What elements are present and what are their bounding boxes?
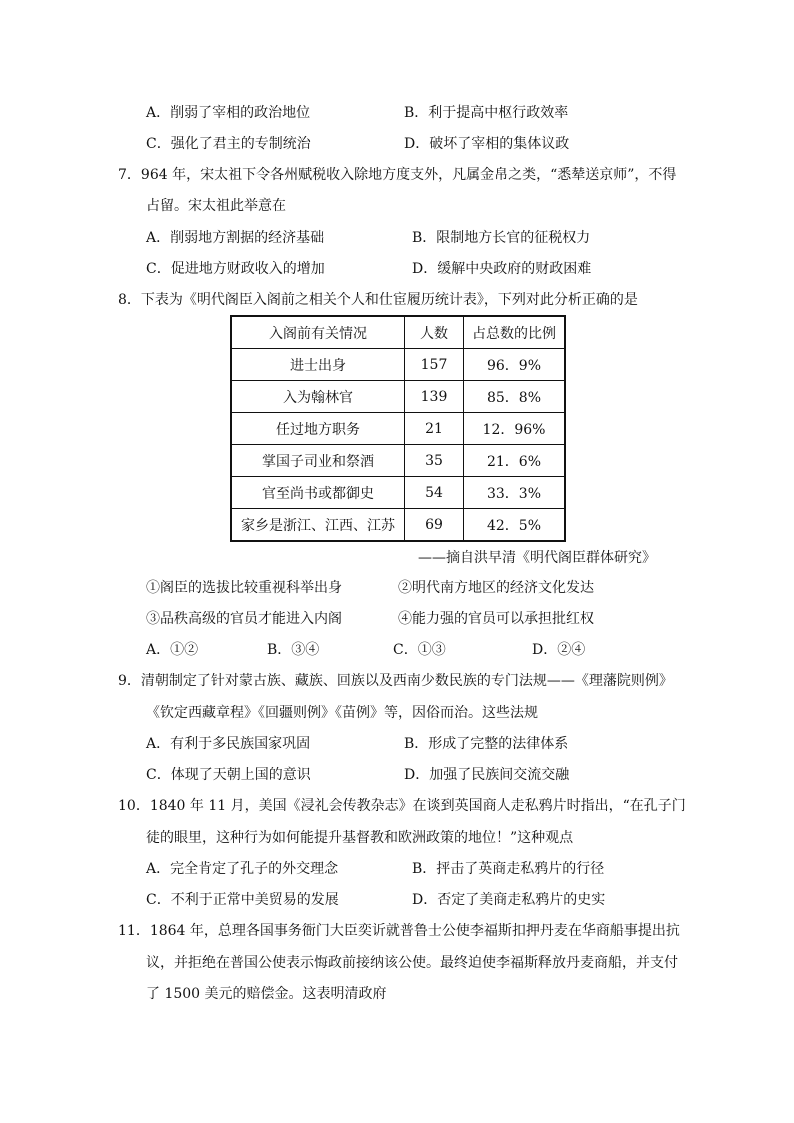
q6-option-b: B．利于提高中枢行政效率 [404, 105, 569, 121]
q7-stem-line2: 占留。宋太祖此举意在 [146, 198, 286, 214]
q10-option-b: B．抨击了英商走私鸦片的行径 [412, 861, 605, 877]
table-row [231, 509, 565, 542]
q9-option-a: A．有利于多民族国家巩固 [146, 736, 311, 752]
q9-option-d: D．加强了民族间交流交融 [404, 767, 570, 783]
q11-stem-line2: 议，并拒绝在普国公使表示悔政前接纳该公使。最终迫使李福斯释放丹麦商船，并支付 [146, 955, 678, 971]
table-row [231, 477, 565, 509]
q8-option-d: D．②④ [532, 642, 586, 658]
table-cell: 42．5% [464, 509, 566, 542]
q7-option-d: D．缓解中央政府的财政困难 [412, 261, 592, 277]
table-cell: 96．9% [464, 349, 566, 381]
table-cell: 69 [405, 509, 464, 542]
table-cell: 21．6% [464, 445, 566, 477]
q8-statement-4: ④能力强的官员可以承担批红权 [398, 611, 594, 627]
q9-stem-line1: 9．清朝制定了针对蒙古族、藏族、回族以及西南少数民族的专门法规——《理藩院则例》 [118, 673, 673, 689]
q10-stem-line2: 徒的眼里，这种行为如何能提升基督教和欧洲政策的地位！”这种观点 [146, 830, 574, 846]
table-header-cell: 人数 [405, 316, 464, 349]
table-cell: 掌国子司业和祭酒 [231, 445, 405, 477]
table-cell: 任过地方职务 [231, 413, 405, 445]
table-cell: 33．3% [464, 477, 566, 509]
q8-option-c: C．①③ [393, 642, 446, 658]
q8-stem: 8．下表为《明代阁臣入阁前之相关个人和仕宦履历统计表》，下列对此分析正确的是 [118, 292, 638, 308]
table-row [231, 413, 565, 445]
table-cell: 官至尚书或都御史 [231, 477, 405, 509]
table-cell: 家乡是浙江、江西、江苏 [231, 509, 405, 542]
q7-option-b: B．限制地方长官的征税权力 [412, 230, 591, 246]
q10-option-a: A．完全肯定了孔子的外交理念 [146, 861, 339, 877]
q9-option-c: C．体现了天朝上国的意识 [146, 767, 311, 783]
q8-option-b: B．③④ [267, 642, 320, 658]
q8-option-a: A．①② [146, 642, 199, 658]
q9-option-b: B．形成了完整的法律体系 [404, 736, 569, 752]
table-cell: 12．96% [464, 413, 566, 445]
table-cell: 54 [405, 477, 464, 509]
q7-stem-line1: 7．964 年，宋太祖下令各州赋税收入除地方度支外，凡属金帛之类，“悉辇送京师”，不得 [118, 167, 677, 183]
q10-stem-line1: 10．1840 年 11 月，美国《浸礼会传教杂志》在谈到英国商人走私鸦片时指出，“在孔子门 [118, 798, 686, 814]
table-header-row [231, 316, 565, 349]
q8-statement-1: ①阁臣的选拔比较重视科举出身 [146, 580, 342, 596]
table-row [231, 381, 565, 413]
table-cell: 入为翰林官 [231, 381, 405, 413]
table-cell: 157 [405, 349, 464, 381]
table-cell: 进士出身 [231, 349, 405, 381]
table-cell: 35 [405, 445, 464, 477]
q7-option-a: A．削弱地方割据的经济基础 [146, 230, 325, 246]
table-row [231, 349, 565, 381]
table-cell: 139 [405, 381, 464, 413]
table-header-cell: 入阁前有关情况 [231, 316, 405, 349]
q9-stem-line2: 《钦定西藏章程》《回疆则例》《苗例》等，因俗而治。这些法规 [146, 705, 538, 721]
table-cell: 85．8% [464, 381, 566, 413]
table-source: ——摘自洪早清《明代阁臣群体研究》 [418, 550, 656, 566]
table-header-cell: 占总数的比例 [464, 316, 566, 349]
q8-statement-3: ③品秩高级的官员才能进入内阁 [146, 611, 342, 627]
q11-stem-line1: 11．1864 年，总理各国事务衙门大臣奕䜣就普鲁士公使李福斯扣押丹麦在华商船事提出抗 [118, 923, 680, 939]
q8-statement-2: ②明代南方地区的经济文化发达 [398, 580, 594, 596]
q10-option-c: C．不利于正常中美贸易的发展 [146, 892, 339, 908]
q7-option-c: C．促进地方财政收入的增加 [146, 261, 325, 277]
table-cell: 21 [405, 413, 464, 445]
q6-option-a: A．削弱了宰相的政治地位 [146, 105, 311, 121]
q11-stem-line3: 了 1500 美元的赔偿金。这表明清政府 [146, 986, 387, 1002]
q6-option-d: D．破坏了宰相的集体议政 [404, 136, 570, 152]
q6-option-c: C．强化了君主的专制统治 [146, 136, 311, 152]
table-row [231, 445, 565, 477]
statistics-table [230, 315, 566, 542]
q10-option-d: D．否定了美商走私鸦片的史实 [412, 892, 606, 908]
